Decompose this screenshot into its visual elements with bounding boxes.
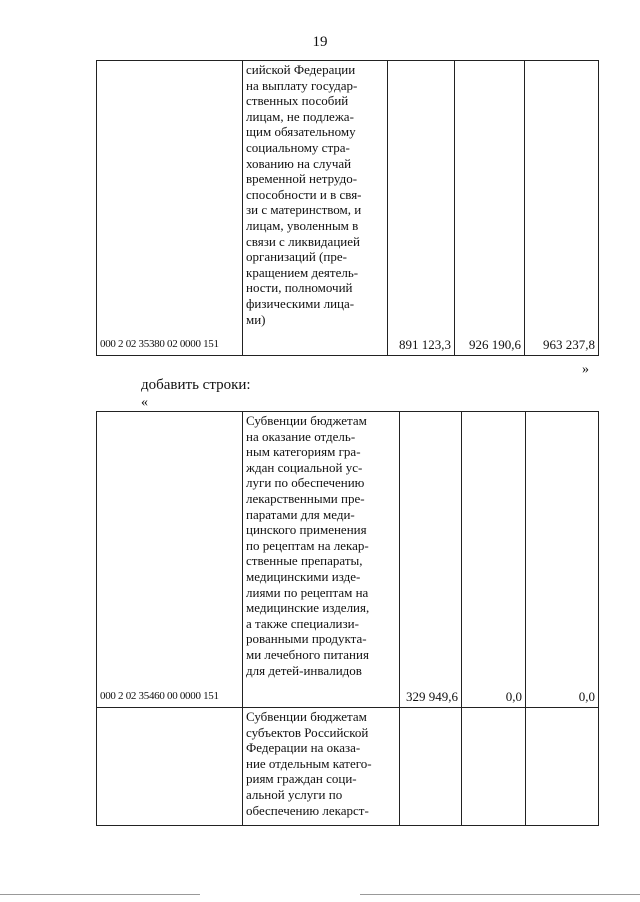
- table-row: [97, 61, 599, 356]
- description-cell: Субвенции бюджетам на оказание отдель- ным категориям гра- ждан социальной ус- луги по обеспечению лекарственными пре- паратами для меди- цинского применения по рецептам на лекар- ственные препараты, медицинскими изде- лиями по рецептам на медицинские изделия, а также специализи- рованными продукта- ми лечебного питания для детей-инвалидов: [243, 412, 400, 708]
- amount-cell-year-1: 329 949,6: [400, 412, 462, 708]
- table-row: [97, 708, 599, 826]
- description-cell: сийской Федерации на выплату государ- ственных пособий лицам, не подлежа- щим обязательному социальному стра- хованию на случай временной нетрудо- способности и в свя- зи с материнством, и лицам, уволенным в связи с ликвидацией организаций (пре- кращением деятель- ности, полномочий физическими лица- ми): [243, 61, 388, 356]
- budget-table-continuation: [96, 60, 599, 356]
- page-number: 19: [312, 34, 328, 50]
- amount-cell-year-2: 0,0: [462, 412, 526, 708]
- budget-table-added-rows: [96, 411, 599, 826]
- amount-cell-year-2: [462, 708, 526, 826]
- budget-code-cell: 000 2 02 35460 00 0000 151: [97, 412, 243, 708]
- amount-cell-year-1: 891 123,3: [388, 61, 455, 356]
- add-rows-instruction: добавить строки:: [141, 377, 251, 393]
- closing-quote: »: [582, 362, 589, 377]
- scan-edge-line: [360, 894, 640, 895]
- budget-code-cell: 000 2 02 35380 02 0000 151: [97, 61, 243, 356]
- budget-code-cell: [97, 708, 243, 826]
- amount-cell-year-3: 963 237,8: [525, 61, 599, 356]
- amount-cell-year-3: [526, 708, 599, 826]
- amount-cell-year-3: 0,0: [526, 412, 599, 708]
- description-cell: Субвенции бюджетам субъектов Российской Федерации на оказа- ние отдельным катего- риям граждан соци- альной услуги по обеспечению лекарст-: [243, 708, 400, 826]
- opening-quote: «: [141, 395, 148, 410]
- amount-cell-year-1: [400, 708, 462, 826]
- table-row: [97, 412, 599, 708]
- amount-cell-year-2: 926 190,6: [455, 61, 525, 356]
- scan-edge-line: [0, 894, 200, 895]
